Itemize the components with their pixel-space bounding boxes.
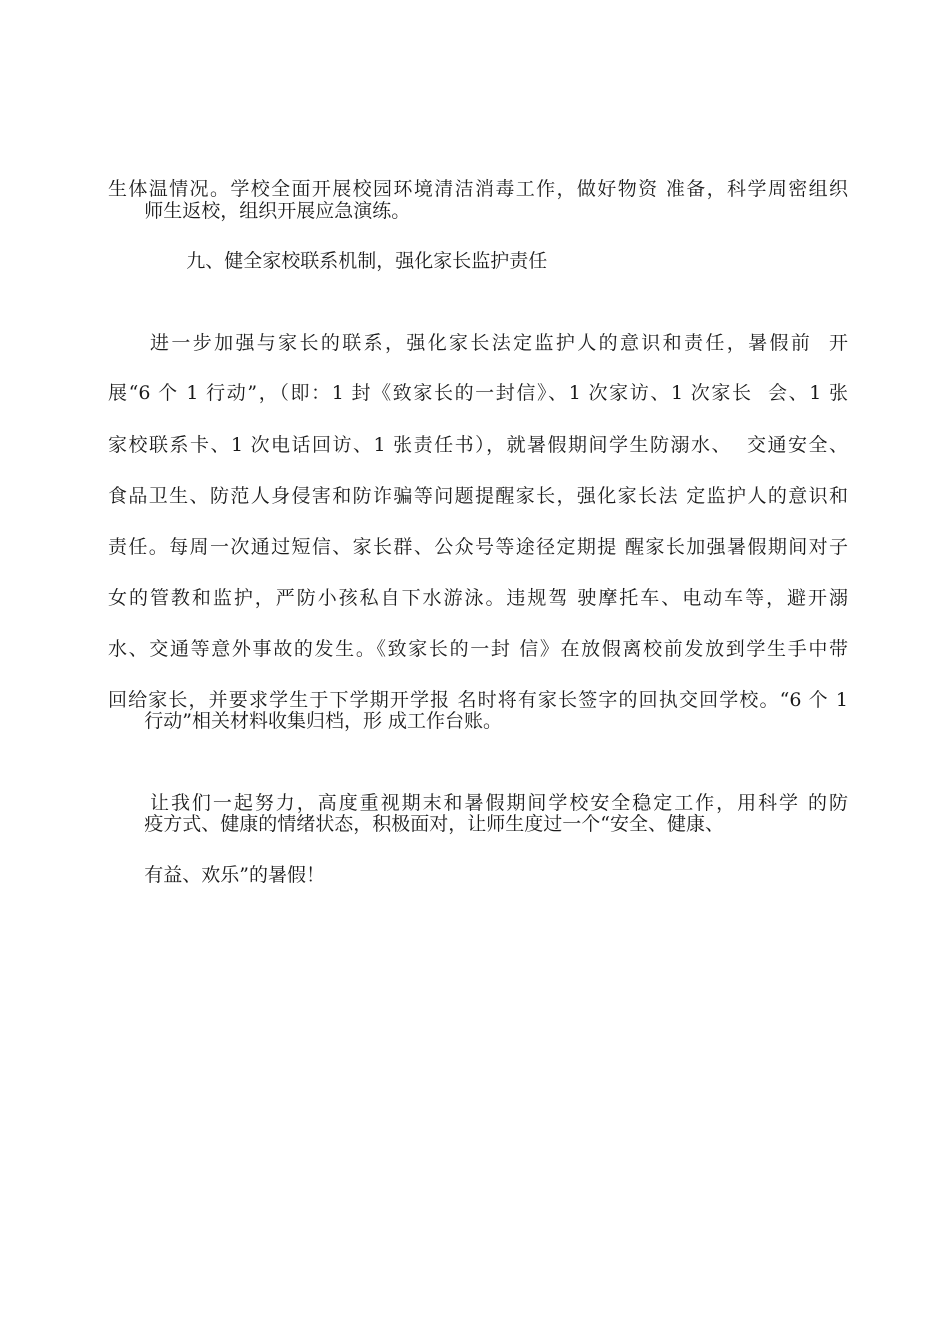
paragraph-line: 有益、欢乐”的暑假！ — [144, 864, 325, 886]
paragraph-line: 疫方式、健康的情绪状态，积极面对，让师生度过一个“安全、健康、 — [144, 813, 724, 835]
paragraph-line: 展“6 个 1 行动”，（即：1 封《致家长的一封信》、1 次家访、1 次家长 会、1 张 — [108, 382, 848, 404]
paragraph-line: 食品卫生、防范人身侵害和防诈骗等问题提醒家长，强化家长法 定监护人的意识和 — [108, 485, 848, 507]
paragraph-line: 责任。每周一次通过短信、家长群、公众号等途径定期提 醒家长加强暑假期间对子 — [108, 536, 848, 558]
paragraph-line: 女的管教和监护，严防小孩私自下水游泳。违规驾 驶摩托车、电动车等，避开溺 — [108, 587, 848, 609]
paragraph-line: 生体温情况。学校全面开展校园环境清洁消毒工作，做好物资 准备，科学周密组织 — [108, 178, 848, 200]
paragraph-line: 回给家长，并要求学生于下学期开学报 名时将有家长签字的回执交回学校。“6 个 1 — [108, 689, 848, 711]
paragraph-line: 行动”相关材料收集归档，形 成工作台账。 — [144, 710, 503, 732]
paragraph-line: 进一步加强与家长的联系，强化家长法定监护人的意识和责任，暑假前 开 — [150, 332, 848, 354]
paragraph-line: 让我们一起努力，高度重视期末和暑假期间学校安全稳定工作，用科学 的防 — [150, 792, 848, 814]
section-heading: 九、健全家校联系机制，强化家长监护责任 — [186, 250, 548, 272]
paragraph-line: 水、交通等意外事故的发生。《致家长的一封 信》在放假离校前发放到学生手中带 — [108, 638, 848, 660]
paragraph-line: 家校联系卡、1 次电话回访、1 张责任书），就暑假期间学生防溺水、 交通安全、 — [108, 434, 848, 456]
paragraph-line: 师生返校，组织开展应急演练。 — [144, 200, 411, 222]
